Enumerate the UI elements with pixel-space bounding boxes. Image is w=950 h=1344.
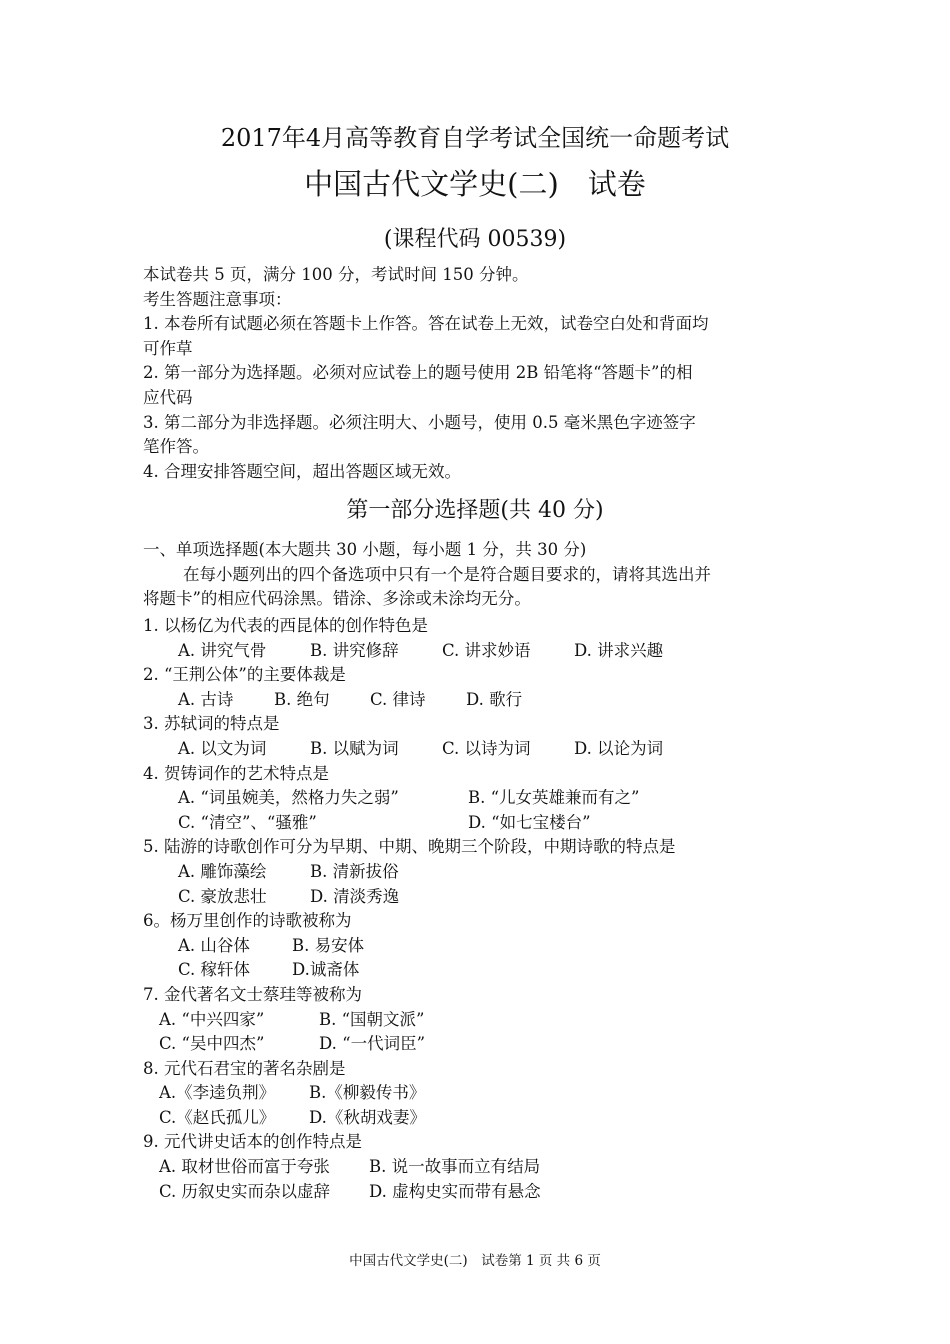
option-a: A. “词虽婉美，然格力失之弱” [178, 788, 399, 808]
question-stem: 3. 苏轼词的特点是 [143, 714, 280, 734]
option-row [143, 639, 676, 664]
option-b: B. 以赋为词 [310, 738, 399, 758]
question-stem: 2. “王荆公体”的主要体裁是 [143, 665, 346, 685]
instruction-line: 将题卡”的相应代码涂黑。错涂、多涂或未涂均无分。 [143, 589, 531, 609]
option-d: D.诚斋体 [292, 960, 360, 980]
option-row [143, 1180, 676, 1205]
option-row [143, 1032, 676, 1057]
option-row [143, 1008, 676, 1033]
part-title: 第一部分选择题(共 40 分) [346, 498, 604, 523]
option-a: A. 雕饰藻绘 [178, 861, 267, 881]
option-b: B. 绝句 [274, 689, 330, 709]
option-row [143, 688, 676, 713]
question-stem: 8. 元代石君宝的著名杂剧是 [143, 1058, 346, 1078]
question-stem: 9. 元代讲史话本的创作特点是 [143, 1132, 362, 1152]
option-b: B. 讲究修辞 [310, 640, 399, 660]
option-d: D. “一代词臣” [319, 1034, 426, 1054]
option-row [143, 934, 676, 959]
option-c: C. 历叙史实而杂以虚辞 [159, 1181, 331, 1201]
question-stem: 6。杨万里创作的诗歌被称为 [143, 911, 352, 931]
option-a: A. 取材世俗而富于夸张 [159, 1157, 330, 1177]
course-code: (课程代码 00539) [383, 227, 567, 252]
option-c: C. “清空”、“骚雅” [178, 812, 317, 832]
intro-notes [143, 263, 709, 484]
option-d: D. 以论为词 [574, 738, 664, 758]
option-b: B. 易安体 [292, 935, 365, 955]
option-a: A. 以文为词 [178, 738, 267, 758]
exam-header: 2017年4月高等教育自学考试全国统一命题考试 [220, 124, 730, 152]
option-b: B.《柳毅传书》 [309, 1083, 426, 1103]
intro-line: 笔作答。 [143, 437, 209, 457]
question-8 [143, 1057, 676, 1131]
question-1 [143, 614, 676, 663]
intro-line: 应代码 [143, 387, 193, 407]
option-a: A. 讲究气骨 [178, 640, 267, 660]
option-row [143, 958, 676, 983]
section-title: 一、单项选择题(本大题共 30 小题，每小题 1 分，共 30 分) [143, 540, 587, 559]
option-b: B. 说一故事而立有结局 [369, 1157, 541, 1177]
option-d: D. “如七宝楼台” [468, 812, 591, 832]
option-a: A. 古诗 [178, 689, 234, 709]
intro-line: 可作草 [143, 338, 193, 358]
question-6 [143, 909, 676, 983]
option-row [143, 1081, 676, 1106]
option-b: B. 清新拔俗 [310, 861, 399, 881]
instruction-line: 在每小题列出的四个备选项中只有一个是符合题目要求的，请将其选出并 [183, 564, 711, 584]
option-d: D. 虚构史实而带有悬念 [369, 1181, 541, 1201]
option-c: C. 豪放悲壮 [178, 886, 267, 906]
section-header [143, 538, 711, 612]
option-row [143, 1155, 676, 1180]
option-row [143, 1106, 676, 1131]
question-4 [143, 762, 676, 836]
option-row [143, 811, 676, 836]
option-c: C.《赵氏孤儿》 [159, 1107, 276, 1127]
option-row [143, 885, 676, 910]
paper-title: 中国古代文学史(二) 试卷 [304, 167, 646, 201]
question-stem: 7. 金代著名文士蔡珪等被称为 [143, 984, 362, 1004]
intro-line: 2. 第一部分为选择题。必须对应试卷上的题号使用 2B 铅笔将“答题卡”的相 [143, 363, 693, 383]
question-9 [143, 1130, 676, 1204]
question-list [143, 614, 676, 1204]
question-5 [143, 835, 676, 909]
option-c: C. 稼轩体 [178, 960, 251, 980]
option-a: A. “中兴四家” [159, 1009, 265, 1029]
option-row [143, 737, 676, 762]
option-d: D. 清淡秀逸 [310, 886, 400, 906]
option-c: C. 讲求妙语 [442, 640, 531, 660]
option-row [143, 860, 676, 885]
option-c: C. “吴中四杰” [159, 1034, 265, 1054]
question-stem: 4. 贺铸词作的艺术特点是 [143, 763, 329, 783]
option-c: C. 律诗 [370, 689, 426, 709]
option-b: B. “儿女英雄兼而有之” [468, 788, 640, 808]
option-d: D.《秋胡戏妻》 [309, 1107, 426, 1127]
question-stem: 1. 以杨亿为代表的西昆体的创作特色是 [143, 616, 428, 635]
option-c: C. 以诗为词 [442, 738, 531, 758]
intro-line: 4. 合理安排答题空间，超出答题区域无效。 [143, 461, 461, 481]
option-row [143, 786, 676, 811]
question-3 [143, 712, 676, 761]
option-d: D. 讲求兴趣 [574, 640, 664, 660]
page-footer: 中国古代文学史(二) 试卷第 1 页 共 6 页 [349, 1253, 601, 1269]
option-d: D. 歌行 [466, 689, 523, 709]
intro-line: 考生答题注意事项： [143, 289, 292, 309]
option-a: A. 山谷体 [178, 935, 250, 955]
question-2 [143, 663, 676, 712]
question-stem: 5. 陆游的诗歌创作可分为早期、中期、晚期三个阶段，中期诗歌的特点是 [143, 837, 676, 857]
intro-line: 3. 第二部分为非选择题。必须注明大、小题号，使用 0.5 毫米黑色字迹签字 [143, 412, 696, 432]
intro-line: 1. 本卷所有试题必须在答题卡上作答。答在试卷上无效，试卷空白处和背面均 [143, 314, 709, 334]
question-7 [143, 983, 676, 1057]
option-a: A.《李逵负荆》 [159, 1083, 276, 1103]
option-b: B. “国朝文派” [319, 1009, 425, 1029]
intro-line: 本试卷共 5 页，满分 100 分，考试时间 150 分钟。 [143, 265, 529, 284]
